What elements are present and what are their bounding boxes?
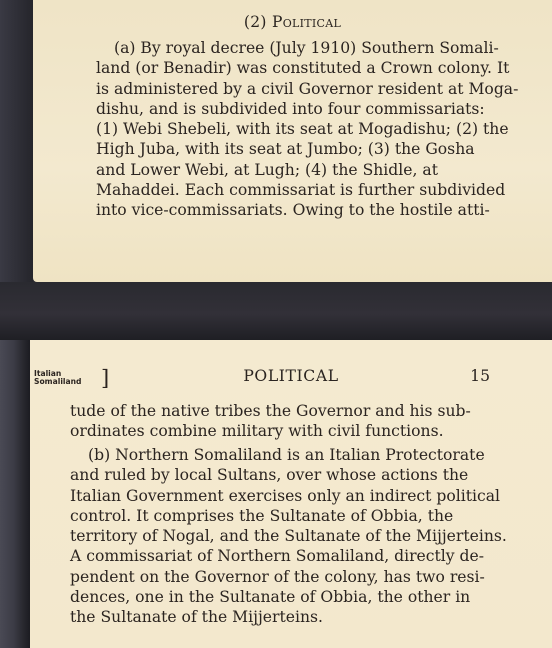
text-line: tude of the native tribes the Governor and his sub-	[70, 402, 471, 420]
text-line: the Sultanate of the Mijjerteins.	[70, 608, 323, 627]
text-line: dences, one in the Sultanate of Obbia, the other in	[70, 588, 471, 607]
text-line: A commissariat of Northern Somaliland, directly de-	[70, 547, 484, 566]
text-line: pendent on the Governor of the colony, has two resi-	[70, 567, 485, 586]
text-line: territory of Nogal, and the Sultanate of the Mijjerteins.	[70, 527, 507, 546]
section-heading	[33, 13, 552, 31]
text-line: Italian Government exercises only an indirect political	[70, 486, 501, 505]
text-line: High Juba, with its seat at Jumbo; (3) the Gosha	[96, 140, 475, 159]
page-gap-shadow	[0, 282, 552, 340]
book-gutter-shadow-bottom	[0, 340, 30, 648]
book-gutter-shadow-top	[0, 0, 33, 300]
text-line: land (or Benadir) was constituted a Crown colony. It	[96, 59, 510, 78]
paragraph-a	[96, 38, 518, 221]
running-title: POLITICAL	[243, 367, 339, 385]
running-head	[30, 340, 552, 390]
text-line: is administered by a civil Governor resident at Moga-	[96, 79, 519, 98]
text-line: (a) By royal decree (July 1910) Southern Somali-	[114, 39, 499, 57]
side-note-line: Italian	[34, 369, 62, 378]
page-number: 15	[470, 367, 490, 385]
paragraph-continuation	[70, 401, 492, 442]
text-line: dishu, and is subdivided into four commissariats:	[96, 99, 485, 118]
text-line: into vice-commissariats. Owing to the hostile atti-	[96, 201, 490, 220]
text-line: and ruled by local Sultans, over whose actions the	[70, 466, 469, 485]
upper-page	[33, 0, 552, 282]
lower-page	[30, 340, 552, 648]
section-heading-number: (2)	[243, 13, 267, 31]
section-heading-word: Political	[271, 13, 342, 31]
text-line: ordinates combine military with civil functions.	[70, 422, 444, 441]
side-note-line: Somaliland	[34, 377, 82, 386]
text-line: Mahaddei. Each commissariat is further subdivided	[96, 181, 506, 200]
paragraph-b	[70, 445, 507, 628]
text-line: control. It comprises the Sultanate of Obbia, the	[70, 506, 454, 525]
text-line: (1) Webi Shebeli, with its seat at Mogadishu; (2) the	[96, 120, 509, 139]
text-line: and Lower Webi, at Lugh; (4) the Shidle, at	[96, 160, 438, 179]
bracket-glyph: ]	[101, 366, 110, 390]
text-line: (b) Northern Somaliland is an Italian Protectorate	[88, 446, 485, 464]
